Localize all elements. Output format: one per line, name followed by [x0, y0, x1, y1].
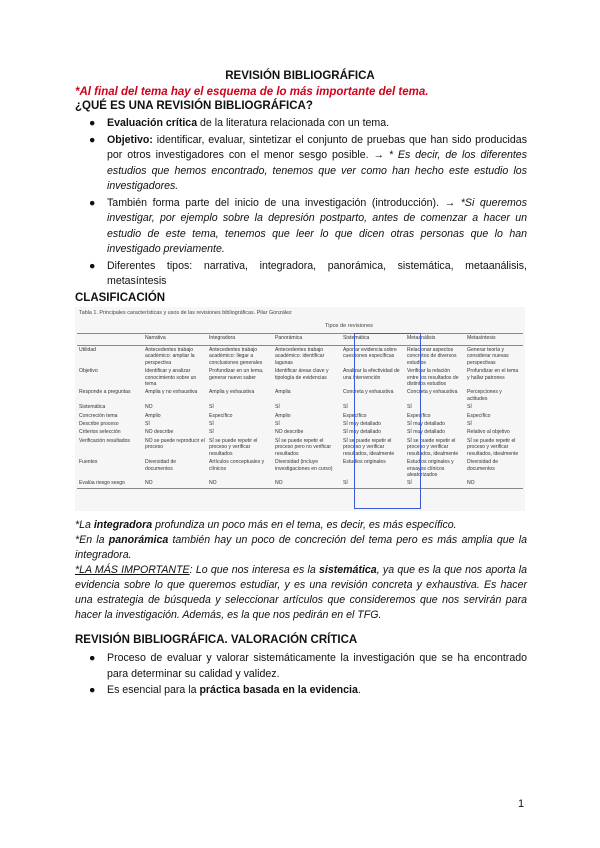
table-cell: Amplia y no exhaustiva [145, 389, 198, 396]
column-header: Integradora [207, 334, 273, 346]
row-label-cell: Responde a preguntas [79, 389, 131, 396]
classification-heading: CLASIFICACIÓN [75, 292, 166, 304]
table-cell: Específico [407, 412, 431, 419]
table-header-row [77, 334, 523, 346]
row-label-cell: Sistemática [79, 404, 106, 411]
table-cell: Amplio [275, 412, 291, 419]
table-cell: SÍ [405, 479, 465, 488]
table-cell: SÍ [209, 404, 214, 411]
table-row [77, 346, 523, 368]
table-cell: Aportar evidencia sobre cuestiones específicas [343, 347, 397, 360]
row-label-cell: Evalúa riesgo sesgo [77, 479, 143, 488]
table-row [77, 403, 523, 411]
row-label-cell: Objetivo [79, 368, 98, 375]
table-cell: NO describe [145, 429, 174, 436]
table-cell: Antecedentes trabajo académico: llegar a conclusiones generales [209, 347, 263, 366]
valuation-heading: REVISIÓN BIBLIOGRÁFICA. VALORACIÓN CRÍTICA [75, 634, 358, 646]
bullet-icon: ● [89, 117, 96, 129]
bullet-icon: ● [89, 652, 96, 664]
bullet-icon: ● [89, 133, 96, 146]
table-cell: Amplia [275, 389, 291, 396]
list-item: ● Es esencial para la práctica basada en la evidencia. [75, 683, 527, 699]
red-note: *Al final del tema hay el esquema de lo más importante del tema. [75, 86, 429, 98]
table-body [77, 346, 523, 489]
table-row [77, 412, 523, 420]
table-cell: Artículos conceptuales y clínicos [209, 459, 265, 472]
table-cell: Concreta y exhaustiva [407, 389, 458, 396]
table-cell: Estudios originales y ensayos clínicos aleatorizados [407, 459, 454, 478]
table-cell: Amplio [145, 412, 161, 419]
note-integradora: *La integradora profundiza un poco más en el tema, es decir, es más específico. [75, 519, 457, 531]
table-cell: SÍ [275, 404, 280, 411]
table-cell: SÍ se puede repetir el proceso y verificar resultados [209, 437, 258, 457]
table-cell: Identificar y analizar conocimiento sobre un tema [145, 368, 197, 388]
table-cell: Específico [343, 412, 367, 419]
list-item: ● Diferentes tipos: narrativa, integradora, panorámica, sistemática, metaanálisis, metasíntesis [89, 259, 527, 287]
definition-list [75, 116, 527, 291]
table-row [77, 479, 523, 488]
page-title: REVISIÓN BIBLIOGRÁFICA [225, 70, 375, 82]
table-cell: Antecedentes trabajo académico: identificar lagunas [275, 347, 325, 366]
note-panoramica: *En la panorámica también hay un poco de concreción del tema pero es más amplia que la integradora. [75, 534, 528, 561]
table-cell: SÍ se puede repetir el proceso y verificar resultados, idealmente [407, 437, 459, 457]
table-cell: Específico [467, 412, 491, 419]
bullet-icon: ● [89, 196, 96, 209]
table-cell: SÍ se puede repetir el proceso y verificar resultados, idealmente [467, 437, 519, 457]
table-cell: NO se puede reproducir el proceso [145, 437, 205, 451]
list-item: ● Proceso de evaluar y valorar sistemáticamente la investigación que se ha encontrado para determinar su calidad y validez. [89, 652, 527, 680]
table-cell: NO [465, 479, 523, 488]
table-cell: SÍ [209, 421, 214, 428]
list-item: ● Evaluación crítica de la literatura relacionada con un tema. [75, 116, 527, 132]
classification-table [77, 333, 523, 489]
table-cell: SÍ muy detallado [343, 421, 381, 428]
table-cell: SÍ muy detallado [407, 429, 445, 436]
table-cell: Antecedentes trabajo académico: ampliar la perspectiva [145, 347, 195, 366]
table-caption: Tabla 1. Principales características y usos de las revisiones bibliográficas. Pilar González [79, 310, 292, 316]
table-cell: Relacionar aspectos concretos de diversos estudios [407, 347, 457, 366]
bullet-icon: ● [89, 684, 96, 696]
row-label-cell: Verificación resultados [79, 437, 130, 444]
table-types-label: Tipos de revisiones [325, 323, 373, 329]
list-item: ● Objetivo: identificar, evaluar, sintetizar el conjunto de pruebas que han sido producidas por otros investigadores con el menor sesgo posible. → * Es decir, de los diferentes estudios que hemos encontrado, tenemos que ver como han hecho este estudio los investigadores. [89, 133, 527, 192]
table-cell: Amplia y exhaustiva [209, 389, 255, 396]
table-cell: SÍ muy detallado [407, 421, 445, 428]
note-sistematica: *LA MÁS IMPORTANTE: Lo que nos interesa es la sistemática, ya que es la que nos aporta la evidencia sobre lo que queremos estudiar, y es una revisión concreta y exhaustiva. Es hacer una estrategia de búsqueda y seleccionar artículos que consideremos que nos servirán para hacer la investigación. Además, es la que nos pedirán en el TFG. [75, 564, 527, 621]
row-label-cell: Utilidad [79, 347, 96, 353]
table-cell: SÍ muy detallado [343, 429, 381, 436]
table-cell: NO [143, 479, 207, 488]
table-cell: Profundizar en el tema y hallar patrones [467, 368, 519, 381]
table-cell: SÍ [145, 421, 150, 428]
table-cell: SÍ [209, 429, 214, 436]
column-header: Sistemática [341, 334, 405, 346]
row-label-cell: Criterios selección [79, 429, 121, 436]
table-cell: Diversidad de documentos [145, 459, 177, 472]
table-cell: SÍ se puede repetir el proceso pero no verificar resultados [275, 437, 332, 457]
table-cell: Específico [209, 412, 233, 419]
table-cell: Generar teoría y considerar nuevas perspectivas [467, 347, 509, 366]
table-cell: Diversidad de documentos [467, 459, 499, 472]
table-cell: SÍ [275, 421, 280, 428]
sistematica-highlight-box [354, 333, 421, 509]
table-cell: Diversidad (incluye investigaciones en curso) [275, 459, 333, 472]
table-cell: SÍ [343, 404, 348, 411]
table-cell: NO [207, 479, 273, 488]
column-header: Narrativa [143, 334, 207, 346]
column-header [77, 334, 143, 346]
section-heading-what-is: ¿QUÉ ES UNA REVISIÓN BIBLIOGRÁFICA? [75, 100, 313, 112]
column-header: Panorámica [273, 334, 341, 346]
row-label-cell: Concreción tema [79, 412, 118, 419]
table-cell: NO [145, 404, 153, 411]
classification-table-image [75, 307, 525, 511]
table-row [77, 420, 523, 428]
table-cell: Relativo al objetivo [467, 429, 510, 436]
bullet-icon: ● [89, 259, 96, 272]
table-cell: NO describe [275, 429, 304, 436]
page-number: 1 [518, 798, 525, 810]
table-cell: Concreta y exhaustiva [343, 389, 394, 396]
table-cell: Identificar áreas clave y tipología de evidencias [275, 368, 329, 381]
list-item: ● También forma parte del inicio de una investigación (introducción). → *Si queremos investigar, por ejemplo sobre la depresión postparto, antes de comenzar a hacer un estudio de este tema, tenemos que leer lo que dicen otras personas que lo han investigado previamente. [89, 196, 527, 255]
table-cell: Verificar la relación entre los resultados de distintos estudios [407, 368, 459, 388]
table-cell: Analizar la efectividad de una intervención [343, 368, 400, 381]
row-label-cell: Fuentes [79, 459, 98, 466]
table-cell: NO [273, 479, 341, 488]
table-cell: Profundizar en un tema, generar nuevo saber [209, 368, 264, 381]
table-cell: Percepciones y actitudes [467, 389, 502, 402]
table-cell: Estudios originales [343, 459, 386, 466]
table-cell: SÍ [467, 404, 472, 411]
table-row [77, 367, 523, 388]
table-cell: SÍ se puede repetir el proceso y verificar resultados, idealmente [343, 437, 395, 457]
valuation-list [75, 651, 527, 700]
table-row [77, 388, 523, 403]
table-cell: SÍ [341, 479, 405, 488]
table-row [77, 437, 523, 458]
table-row [77, 428, 523, 436]
column-header: Metasíntesis [465, 334, 523, 346]
table-cell: SÍ [467, 421, 472, 428]
row-label-cell: Describe proceso [79, 421, 119, 428]
table-cell: SÍ [407, 404, 412, 411]
column-header: Metaanálisis [405, 334, 465, 346]
table-row [77, 458, 523, 479]
